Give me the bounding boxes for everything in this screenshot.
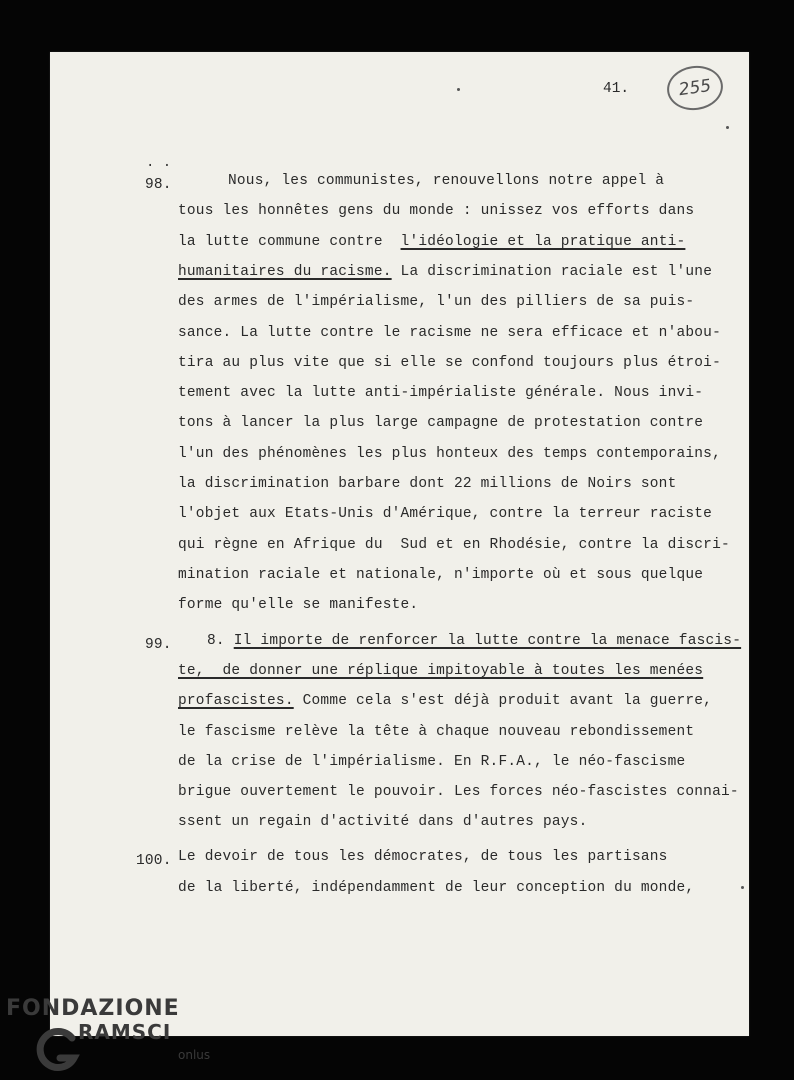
- text-segment: La discrimination raciale est l'une: [391, 264, 713, 280]
- text-line: [207, 632, 741, 650]
- text-line: [178, 662, 703, 680]
- text-segment: 8.: [207, 633, 234, 649]
- text-segment: brigue ouvertement le pouvoir. Les forces néo-fascistes connai-: [178, 784, 739, 800]
- text-line: [178, 445, 721, 463]
- text-line: [178, 202, 694, 220]
- text-line: [178, 505, 712, 523]
- text-line: [178, 324, 721, 342]
- logo-g-mark-icon: [32, 1024, 82, 1074]
- fondazione-gramsci-logo: [2, 990, 212, 1080]
- paragraph-number: 100.: [136, 853, 172, 869]
- text-segment: de la liberté, indépendamment de leur conception du monde,: [178, 880, 695, 896]
- text-line: [178, 354, 721, 372]
- text-line: [178, 753, 685, 771]
- text-line: [178, 475, 676, 493]
- paper-speck: [457, 88, 460, 91]
- underlined-text: Il importe de renforcer la lutte contre la menace fascis-: [233, 633, 742, 649]
- text-segment: ssent un regain d'activité dans d'autres pays.: [178, 814, 588, 830]
- text-segment: l'objet aux Etats-Unis d'Amérique, contre la terreur raciste: [178, 506, 713, 522]
- text-line: [178, 293, 694, 311]
- text-segment: Nous, les communistes, renouvellons notre appel à: [228, 173, 665, 189]
- text-segment: qui règne en Afrique du Sud et en Rhodésie, contre la discri-: [178, 537, 730, 553]
- text-line: [178, 566, 703, 584]
- text-segment: de la crise de l'impérialisme. En R.F.A., le néo-fascisme: [178, 754, 686, 770]
- text-segment: Le devoir de tous les démocrates, de tous les partisans: [178, 849, 668, 865]
- underlined-text: profascistes.: [178, 693, 294, 709]
- paper-speck: [741, 886, 744, 889]
- paper-speck: [726, 126, 729, 129]
- text-line: [178, 813, 587, 831]
- text-segment: des armes de l'impérialisme, l'un des pilliers de sa puis-: [178, 294, 695, 310]
- text-line: [178, 692, 712, 710]
- logo-text-gramsci: RAMSCI: [78, 1020, 172, 1044]
- text-segment: tons à lancer la plus large campagne de protestation contre: [178, 415, 704, 431]
- logo-text-fondazione: FONDAZIONE: [6, 996, 180, 1021]
- text-segment: mination raciale et nationale, n'importe où et sous quelque: [178, 567, 704, 583]
- text-segment: sance. La lutte contre le racisme ne sera efficace et n'abou-: [178, 325, 721, 341]
- logo-text-onlus: onlus: [178, 1048, 211, 1062]
- text-line: [178, 233, 685, 251]
- text-segment: tira au plus vite que si elle se confond toujours plus étroi-: [178, 355, 721, 371]
- underlined-text: l'idéologie et la pratique anti-: [400, 234, 686, 250]
- text-segment: le fascisme relève la tête à chaque nouveau rebondissement: [178, 724, 695, 740]
- text-segment: la discrimination barbare dont 22 millions de Noirs sont: [178, 476, 677, 492]
- text-line: [178, 536, 730, 554]
- paragraph-number: 98.: [145, 177, 172, 193]
- text-segment: tement avec la lutte anti-impérialiste générale. Nous invi-: [178, 385, 704, 401]
- text-segment: tous les honnêtes gens du monde : unissez vos efforts dans: [178, 203, 695, 219]
- margin-dots: . .: [146, 155, 172, 171]
- text-segment: la lutte commune contre: [178, 234, 401, 250]
- text-line: [178, 596, 418, 614]
- text-line: [178, 263, 712, 281]
- text-line: [178, 384, 703, 402]
- text-line: [228, 172, 664, 190]
- text-segment: forme qu'elle se manifeste.: [178, 597, 419, 613]
- paragraph-number: 99.: [145, 637, 172, 653]
- text-line: [178, 723, 694, 741]
- text-segment: l'un des phénomènes les plus honteux des temps contemporains,: [178, 446, 721, 462]
- archive-stamp: 255: [664, 62, 726, 113]
- text-line: [178, 848, 668, 866]
- underlined-text: te, de donner une réplique impitoyable à toutes les menées: [178, 663, 704, 679]
- text-line: [178, 414, 703, 432]
- text-segment: Comme cela s'est déjà produit avant la guerre,: [293, 693, 713, 709]
- text-line: [178, 783, 739, 801]
- underlined-text: humanitaires du racisme.: [178, 264, 392, 280]
- page-number: 41.: [603, 81, 630, 97]
- text-line: [178, 879, 694, 897]
